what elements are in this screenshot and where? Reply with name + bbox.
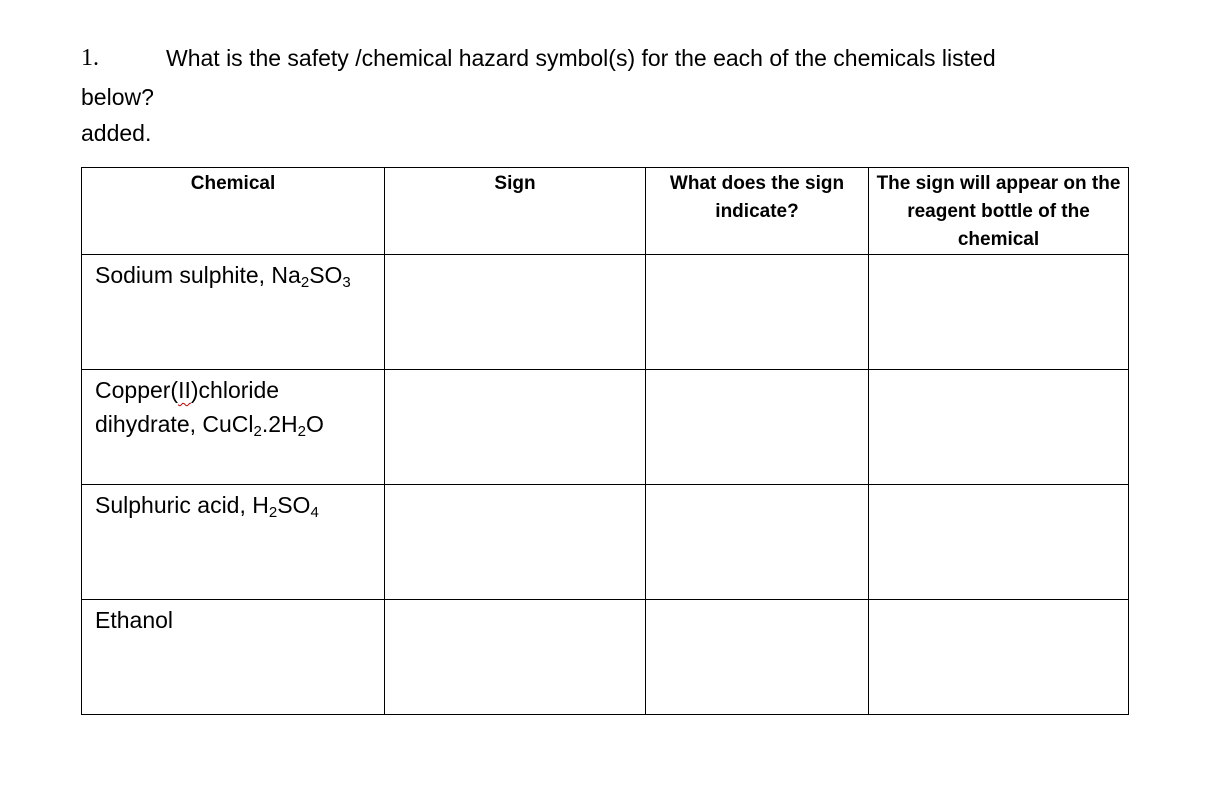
indicates-cell[interactable] bbox=[646, 600, 869, 715]
question-text-added: added. bbox=[81, 120, 152, 146]
chemical-cell bbox=[82, 600, 385, 715]
header-indicates: What does the sign indicate? bbox=[646, 168, 869, 255]
table-header-row bbox=[82, 168, 1129, 255]
question-text-continuation: below? bbox=[81, 84, 154, 110]
table-row bbox=[82, 485, 1129, 600]
chemical-cell bbox=[82, 485, 385, 600]
appears-on-bottle-cell[interactable] bbox=[869, 600, 1129, 715]
indicates-cell[interactable] bbox=[646, 370, 869, 485]
chemical-name: Copper(II)chloride dihydrate, $CuCl_2.2H_2O$ bbox=[95, 377, 324, 440]
indicates-cell[interactable] bbox=[646, 485, 869, 600]
table-row bbox=[82, 255, 1129, 370]
chemical-name: Sodium sulphite, $Na_2SO_3$ bbox=[95, 262, 351, 291]
chemical-name: Ethanol bbox=[95, 607, 174, 633]
header-appears-on-bottle: The sign will appear on the reagent bottle of the chemical bbox=[869, 168, 1129, 255]
sign-cell[interactable] bbox=[385, 370, 646, 485]
question-number: 1. bbox=[81, 45, 99, 71]
header-chemical: Chemical bbox=[82, 168, 385, 255]
spellcheck-underline: II bbox=[178, 377, 191, 403]
sign-cell[interactable] bbox=[385, 600, 646, 715]
indicates-cell[interactable] bbox=[646, 255, 869, 370]
appears-on-bottle-cell[interactable] bbox=[869, 255, 1129, 370]
hazard-table bbox=[81, 167, 1129, 715]
sign-cell[interactable] bbox=[385, 485, 646, 600]
sign-cell[interactable] bbox=[385, 255, 646, 370]
header-sign: Sign bbox=[385, 168, 646, 255]
chemical-name: Sulphuric acid, $H_2SO_4$ bbox=[95, 492, 319, 521]
appears-on-bottle-cell[interactable] bbox=[869, 370, 1129, 485]
chemical-cell bbox=[82, 370, 385, 485]
table-row bbox=[82, 370, 1129, 485]
appears-on-bottle-cell[interactable] bbox=[869, 485, 1129, 600]
chemical-cell bbox=[82, 255, 385, 370]
table-row bbox=[82, 600, 1129, 715]
question-text: What is the safety /chemical hazard symbol(s) for the each of the chemicals listed bbox=[166, 45, 996, 71]
